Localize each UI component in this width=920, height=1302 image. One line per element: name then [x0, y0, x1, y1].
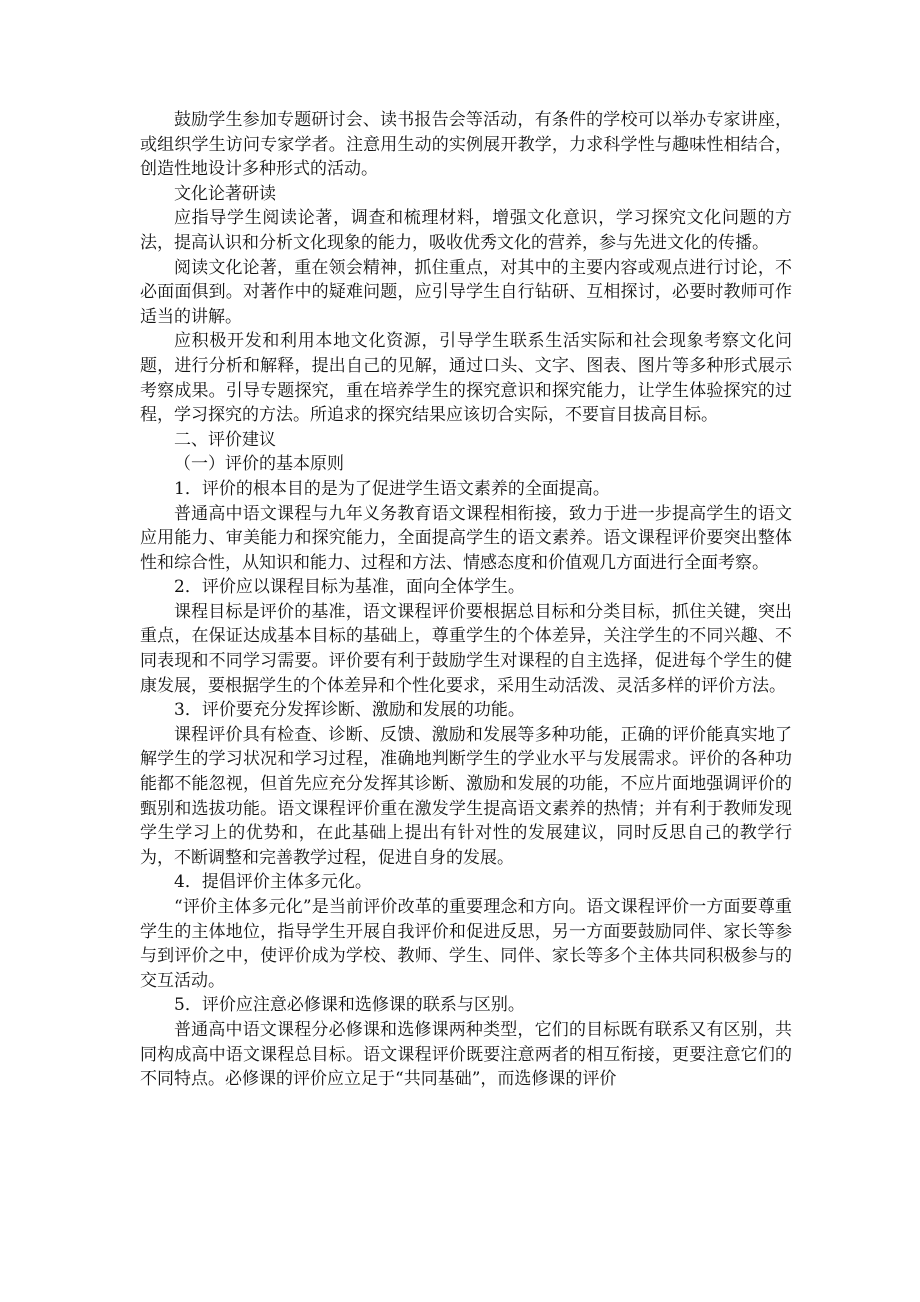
principle-heading-1: 1．评价的根本目的是为了促进学生语文素养的全面提高。: [174, 478, 610, 499]
paragraph: 应积极开发和利用本地文化资源，引导学生联系生活实际和社会现象考察文化问题，进行分析和解释，提出自己的见解，通过口头、文字、图表、图片等多种形式展示考察成果。引导专题探究，重在培养学生的探究意识和探究能力，让学生体验探究的过程，学习探究的方法。所追求的探究结果应该切合实际，不要盲目拔高目标。: [140, 331, 792, 426]
paragraph: 鼓励学生参加专题研讨会、读书报告会等活动，有条件的学校可以举办专家讲座，或组织学生访问专家学者。注意用生动的实例展开教学，力求科学性与趣味性相结合，创造性地设计多种形式的活动。: [140, 110, 792, 180]
paragraph: 应指导学生阅读论著，调查和梳理材料，增强文化意识，学习探究文化问题的方法，提高认识和分析文化现象的能力，吸收优秀文化的营养，参与先进文化的传播。: [140, 208, 792, 253]
document-page: [140, 108, 792, 1092]
section-heading-evaluation: 二、评价建议: [174, 429, 276, 450]
subsection-heading-principles: （一）评价的基本原则: [174, 454, 344, 475]
principle-heading-5: 5．评价应注意必修课和选修课的联系与区别。: [174, 995, 525, 1016]
principle-heading-3: 3．评价要充分发挥诊断、激励和发展的功能。: [174, 700, 525, 721]
section-heading-cultural-works: 文化论著研读: [174, 183, 276, 204]
paragraph: 普通高中语文课程分必修课和选修课两种类型，它们的目标既有联系又有区别，共同构成高中语文课程总目标。语文课程评价既要注意两者的相互衔接，更要注意它们的不同特点。必修课的评价应立足于“共同基础”，而选修课的评价: [140, 1019, 792, 1090]
paragraph: “评价主体多元化”是当前评价改革的重要理念和方向。语文课程评价一方面要尊重学生的主体地位，指导学生开展自我评价和促进反思，另一方面要鼓励同伴、家长等参与到评价之中，使评价成为学校、教师、学生、同伴、家长等多个主体共同积极参与的交互活动。: [140, 897, 792, 991]
principle-heading-4: 4．提倡评价主体多元化。: [174, 872, 372, 893]
paragraph: 普通高中语文课程与九年义务教育语文课程相衔接，致力于进一步提高学生的语文应用能力、审美能力和探究能力，全面提高学生的语文素养。语文课程评价要突出整体性和综合性，从知识和能力、过程和方法、情感态度和价值观几方面进行全面考察。: [140, 503, 792, 573]
principle-heading-2: 2．评价应以课程目标为基准，面向全体学生。: [174, 577, 525, 598]
paragraph: 课程评价具有检查、诊断、反馈、激励和发展等多种功能，正确的评价能真实地了解学生的学习状况和学习过程，准确地判断学生的学业水平与发展需求。评价的各种功能都不能忽视，但首先应充分发挥其诊断、激励和发展的功能，不应片面地强调评价的甄别和选拔功能。语文课程评价重在激发学生提高语文素养的热情；并有利于教师发现学生学习上的优势和，在此基础上提出有针对性的发展建议，同时反思自己的教学行为，不断调整和完善教学过程，促进自身的发展。: [140, 724, 792, 868]
paragraph: 阅读文化论著，重在领会精神，抓住重点，对其中的主要内容或观点进行讨论，不必面面俱到。对著作中的疑难问题，应引导学生自行钻研、互相探讨，必要时教师可作适当的讲解。: [140, 257, 792, 327]
paragraph: 课程目标是评价的基准，语文课程评价要根据总目标和分类目标，抓住关键，突出重点，在保证达成基本目标的基础上，尊重学生的个体差异，关注学生的不同兴趣、不同表现和不同学习需要。评价要有利于鼓励学生对课程的自主选择，促进每个学生的健康发展，要根据学生的个体差异和个性化要求，采用生动活泼、灵活多样的评价方法。: [140, 601, 792, 696]
